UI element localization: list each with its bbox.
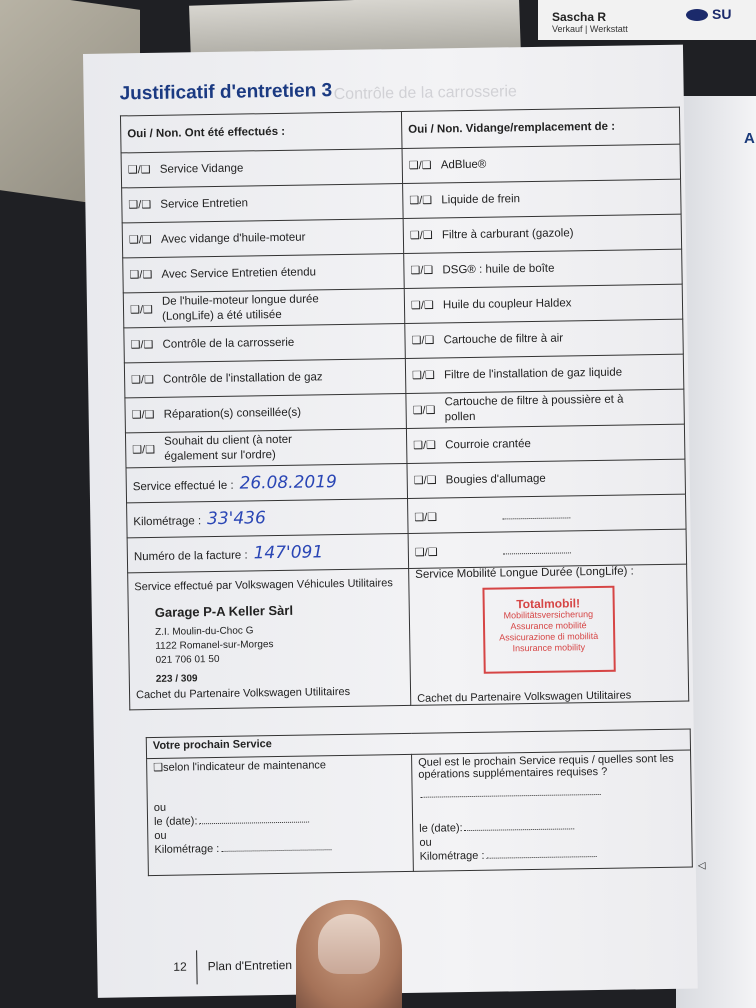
cachet-label: Cachet du Partenaire Volkswagen Utilitaires (417, 689, 632, 705)
checkbox[interactable]: ❑/❑ (411, 334, 435, 347)
row-left-label: Réparation(s) conseillée(s) (163, 406, 302, 421)
checkbox[interactable]: ❑/❑ (414, 546, 438, 559)
invoice-value[interactable]: 147'091 (253, 542, 324, 564)
checkbox[interactable]: ❑/❑ (410, 264, 434, 277)
cachet-label: Cachet du Partenaire Volkswagen Utilitaires (135, 685, 351, 702)
row-left-label: Avec vidange d'huile-moteur (160, 231, 306, 246)
or-label: ou (153, 801, 167, 814)
or-label: ou (154, 829, 167, 842)
checkbox[interactable]: ❑/❑ (127, 163, 151, 177)
blank-line[interactable] (503, 540, 571, 554)
business-card (538, 0, 756, 40)
checkbox[interactable]: ❑/❑ (129, 303, 153, 317)
stamp-line: Assicurazione di mobilità (499, 630, 599, 643)
next-page-letter: A (744, 130, 755, 147)
card-role: Verkauf | Werkstatt (552, 24, 628, 34)
or-label: ou (419, 836, 432, 849)
mobility-header: Service Mobilité Longue Durée (LongLife) : (415, 565, 634, 581)
row-left-label: Contrôle de la carrosserie (162, 336, 295, 351)
row-left-label: Service Vidange (159, 161, 244, 176)
row-right-label: Courroie crantée (445, 437, 531, 451)
page-number: 12 (173, 959, 187, 974)
garage-address-2: 1122 Romanel-sur-Morges (155, 639, 274, 652)
checkbox[interactable]: ❑/❑ (132, 443, 156, 457)
stamp-logo: Totalmobil! (516, 596, 581, 612)
row-left-label: Contrôle de l'installation de gaz (163, 370, 323, 386)
mileage-value[interactable]: 33'436 (206, 508, 267, 530)
row-left-label: De l'huile-moteur longue durée (LongLife) a été utilisée (161, 293, 319, 323)
row-right-label: DSG® : huile de boîte (442, 262, 555, 276)
row-right-label: AdBlue® (440, 158, 487, 171)
checkbox[interactable]: ❑ (153, 761, 164, 774)
checkbox[interactable]: ❑/❑ (412, 404, 436, 417)
checkbox[interactable]: ❑/❑ (409, 229, 433, 242)
checkbox[interactable]: ❑/❑ (131, 373, 155, 387)
thumbnail-nail (318, 914, 380, 974)
left-column-header: Oui / Non. Ont été effectués : (120, 112, 402, 153)
page-footer (173, 949, 292, 985)
stamp-line: Assurance mobilité (510, 620, 587, 632)
next-service-header: Votre prochain Service (146, 729, 690, 759)
service-date-value[interactable]: 26.08.2019 (239, 472, 338, 494)
row-right-label: Bougies d'allumage (445, 472, 546, 486)
service-table (120, 107, 689, 711)
next-km-field[interactable]: Kilométrage : (420, 847, 686, 863)
brand-logo-icon (686, 9, 708, 21)
thumb (296, 900, 402, 1008)
garage-header: Service effectué par Volkswagen Véhicules Utilitaires (134, 577, 393, 594)
service-date-label: Service effectué le : (132, 479, 234, 494)
checkbox[interactable]: ❑/❑ (128, 233, 152, 247)
card-brand: SU (686, 6, 731, 22)
table-row (128, 564, 689, 710)
maintenance-indicator-label: selon l'indicateur de maintenance (163, 759, 327, 774)
checkbox[interactable]: ❑/❑ (414, 511, 438, 524)
checkbox[interactable]: ❑/❑ (129, 268, 153, 282)
stamp-line: Mobilitätsversicherung (503, 609, 594, 621)
invoice-label: Numéro de la facture : (133, 549, 248, 564)
row-right-label: Cartouche de filtre à air (443, 331, 564, 346)
checkbox[interactable]: ❑/❑ (413, 474, 437, 487)
footer-title: Plan d'Entretien (207, 958, 293, 974)
checkbox[interactable]: ❑/❑ (130, 338, 154, 352)
checkbox[interactable]: ❑/❑ (410, 299, 434, 312)
show-through-text: Contrôle de la carrosserie (333, 83, 517, 104)
row-left-label: Avec Service Entretien étendu (161, 265, 317, 281)
blank-line[interactable] (502, 505, 570, 519)
row-right-label: Filtre de l'installation de gaz liquide (443, 366, 623, 381)
next-service-table (146, 729, 693, 877)
checkbox[interactable]: ❑/❑ (413, 439, 437, 452)
garage-name: Garage P-A Keller Sàrl (154, 602, 294, 620)
next-date-field[interactable]: le (date): (419, 819, 685, 835)
garage-code: 223 / 309 (155, 673, 198, 685)
mileage-label: Kilométrage : (133, 515, 202, 529)
right-column-header: Oui / Non. Vidange/remplacement de : (401, 107, 680, 148)
booklet-page (83, 45, 706, 998)
row-right-label: Huile du coupleur Haldex (442, 296, 572, 311)
card-name: Sascha R (552, 10, 607, 24)
checkbox[interactable]: ❑/❑ (408, 159, 432, 172)
garage-address-1: Z.I. Moulin-du-Choc G (155, 625, 254, 638)
row-right-label: Filtre à carburant (gazole) (441, 226, 574, 241)
checkbox[interactable]: ❑/❑ (409, 194, 433, 207)
row-right-label: Liquide de frein (441, 192, 521, 206)
checkbox[interactable]: ❑/❑ (412, 369, 435, 382)
stamp-line: Insurance mobility (512, 642, 586, 654)
next-date-field[interactable]: le (date): (154, 812, 406, 828)
row-right-label: Cartouche de filtre à poussière et à pollen (444, 393, 624, 424)
page-title: Justificatif d'entretien 3 (119, 80, 333, 105)
mobility-stamp (482, 586, 615, 674)
row-left-label: Service Entretien (160, 196, 249, 211)
row-left-label: Souhait du client (à noter également sur l'ordre) (164, 433, 293, 463)
next-km-field[interactable]: Kilométrage : (154, 840, 406, 856)
blank-line[interactable] (419, 785, 685, 801)
arrow-left-icon: ◁ (697, 860, 706, 872)
checkbox[interactable]: ❑/❑ (128, 198, 152, 212)
garage-phone: 021 706 01 50 (155, 653, 220, 666)
checkbox[interactable]: ❑/❑ (131, 408, 155, 422)
next-service-question: Quel est le prochain Service requis / quelles sont les opérations supplémentaires requises ? (418, 752, 674, 781)
